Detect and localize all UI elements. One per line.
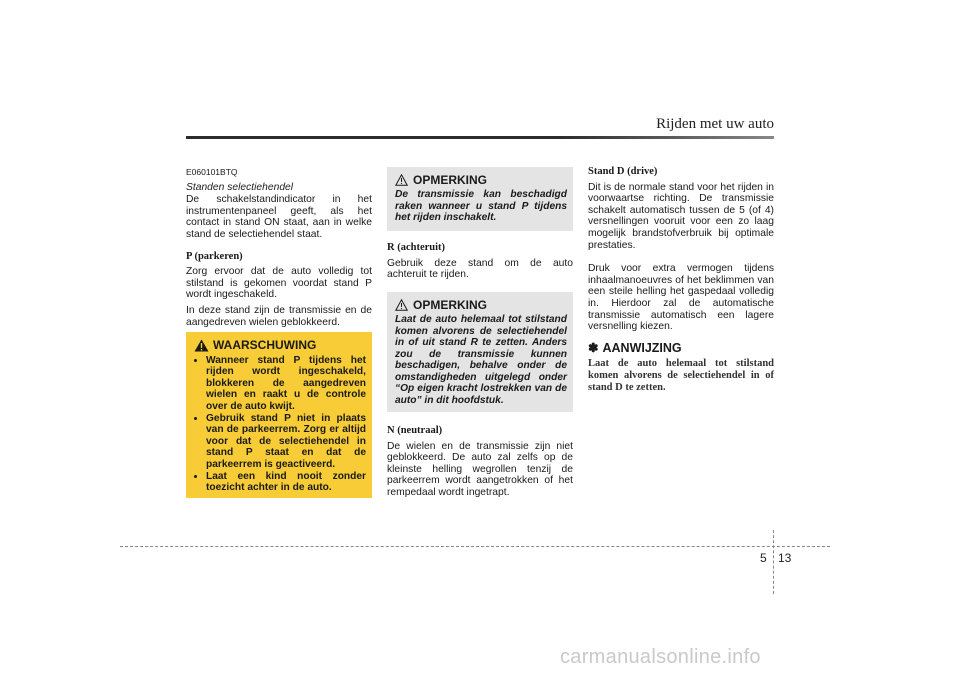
chapter-number: 5 <box>760 551 767 565</box>
tip-title: AANWIJZING <box>602 340 682 355</box>
park-text-2: In deze stand zijn de transmissie en de aangedreven wielen geblokkeerd. <box>186 304 372 328</box>
warning-item: • Wanneer stand P tijdens het rijden wordt ingeschakeld, blokkeren de aangedreven wielen en raakt u de controle over de auto kwijt. <box>206 355 366 412</box>
note-header <box>395 173 567 187</box>
reverse-text: Gebruik deze stand om de auto achteruit te rijden. <box>387 257 573 281</box>
intro-paragraph: De schakelstandindicator in het instrumentenpaneel geeft, als het contact in stand ON staat, aan in welke stand de selectiehendel staat. <box>186 194 372 240</box>
caution-triangle-icon <box>395 174 408 186</box>
drive-text-1: Dit is de normale stand voor het rijden in voorwaartse richting. De transmissie schakelt automatisch tussen de 5 (of 4) versnellingen vooruit voor een zo laag mogelijk brandstofverbruik bij optimale prestaties. <box>588 181 774 251</box>
reverse-heading: R (achteruit) <box>387 242 446 253</box>
tip-header <box>588 340 774 355</box>
column-left <box>186 167 372 332</box>
footer-rule <box>120 546 830 547</box>
section-code: E060101BTQ <box>186 167 238 177</box>
reverse-section <box>387 242 573 285</box>
header-rule-fade <box>560 136 774 139</box>
park-text-1: Zorg ervoor dat de auto volledig tot stilstand is gekomen voordat stand P wordt ingeschakeld. <box>186 266 372 301</box>
warning-item: • Gebruik stand P niet in plaats van de parkeerrem. Zorg er altijd voor dat de selectiehendel in stand P staat en dat de parkeerrem is geactiveerd. <box>206 413 366 470</box>
warning-triangle-icon <box>194 339 209 352</box>
subheading: Standen selectiehendel <box>186 181 294 193</box>
tip-star-icon: ✽ <box>588 340 599 355</box>
warning-box <box>186 332 372 498</box>
section-title: Rijden met uw auto <box>656 116 774 132</box>
park-heading: P (parkeren) <box>186 250 243 262</box>
caution-triangle-icon <box>395 299 408 311</box>
drive-text-2: Druk voor extra vermogen tijdens inhaalmanoeuvres of het beklimmen van een steile helling het gaspedaal volledig in. Hierdoor zal de automatische transmissie automatisch een lagere versnelling kiezen. <box>588 263 774 333</box>
note-header <box>395 298 567 312</box>
neutral-heading: N (neutraal) <box>387 425 443 436</box>
footer-divider <box>773 530 774 594</box>
page-number: 13 <box>778 551 792 565</box>
note-box-2 <box>387 292 573 412</box>
warning-title: WAARSCHUWING <box>213 338 317 352</box>
note-box-1 <box>387 167 573 231</box>
note-text: Laat de auto helemaal tot stilstand komen alvorens de selectiehendel in of uit stand R te zetten. Anders zou de transmissie kunnen beschadigen, behalve onder de omstandigheden uitgelegd onder “Op eigen kracht lostrekken van de auto” in dit hoofdstuk. <box>395 314 567 406</box>
tip-text: Laat de auto helemaal tot stilstand komen alvorens de selectiehendel in of stand D te zetten. <box>588 358 774 393</box>
note-text: De transmissie kan beschadigd raken wanneer u stand P tijdens het rijden inschakelt. <box>395 189 567 223</box>
warning-list <box>194 355 366 494</box>
neutral-section <box>387 425 573 503</box>
warning-header <box>194 338 366 352</box>
warning-item: • Laat een kind nooit zonder toezicht achter in de auto. <box>206 471 366 494</box>
neutral-text: De wielen en de transmissie zijn niet geblokkeerd. De auto zal zelfs op de kleinste helling wegrollen tenzij de parkeerrem wordt aangetrokken of het rempedaal wordt ingetrapt. <box>387 440 573 498</box>
note-title: OPMERKING <box>413 298 488 312</box>
watermark: carmanualsonline.info <box>560 646 761 668</box>
note-title: OPMERKING <box>413 173 488 187</box>
column-right <box>588 166 774 393</box>
drive-heading: Stand D (drive) <box>588 166 658 177</box>
